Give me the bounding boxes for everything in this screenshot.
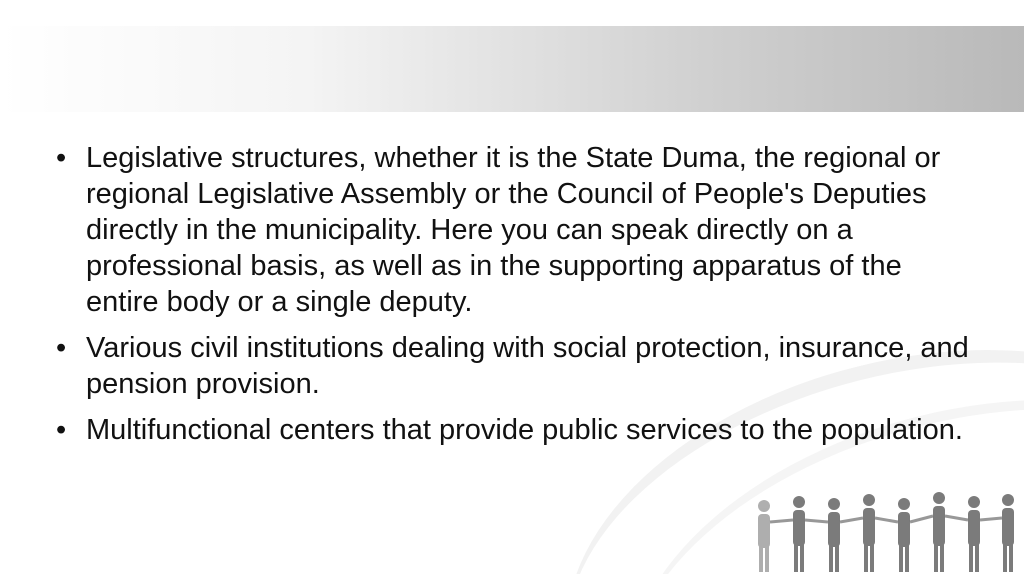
bullet-marker: • (56, 414, 67, 446)
bullet-list (52, 140, 982, 448)
bullet-text: Multifunctional centers that provide public services to the population. (86, 414, 963, 446)
bullet-item (52, 330, 982, 402)
bullet-marker: • (56, 142, 67, 174)
bullet-item (52, 140, 982, 320)
bullet-text: Various civil institutions dealing with social protection, insurance, and pension provision. (86, 332, 969, 400)
bullet-text: Legislative structures, whether it is the State Duma, the regional or regional Legislative Assembly or the Council of People's Deputies directly in the municipality. Here you can speak directly on a professional basis, as well as in the supporting apparatus of the entire body or a single deputy. (86, 142, 941, 318)
header-band (0, 26, 1024, 112)
people-holding-hands-icon (724, 484, 1024, 574)
bullet-item (52, 412, 982, 448)
slide-content (52, 140, 982, 458)
bullet-marker: • (56, 332, 67, 364)
